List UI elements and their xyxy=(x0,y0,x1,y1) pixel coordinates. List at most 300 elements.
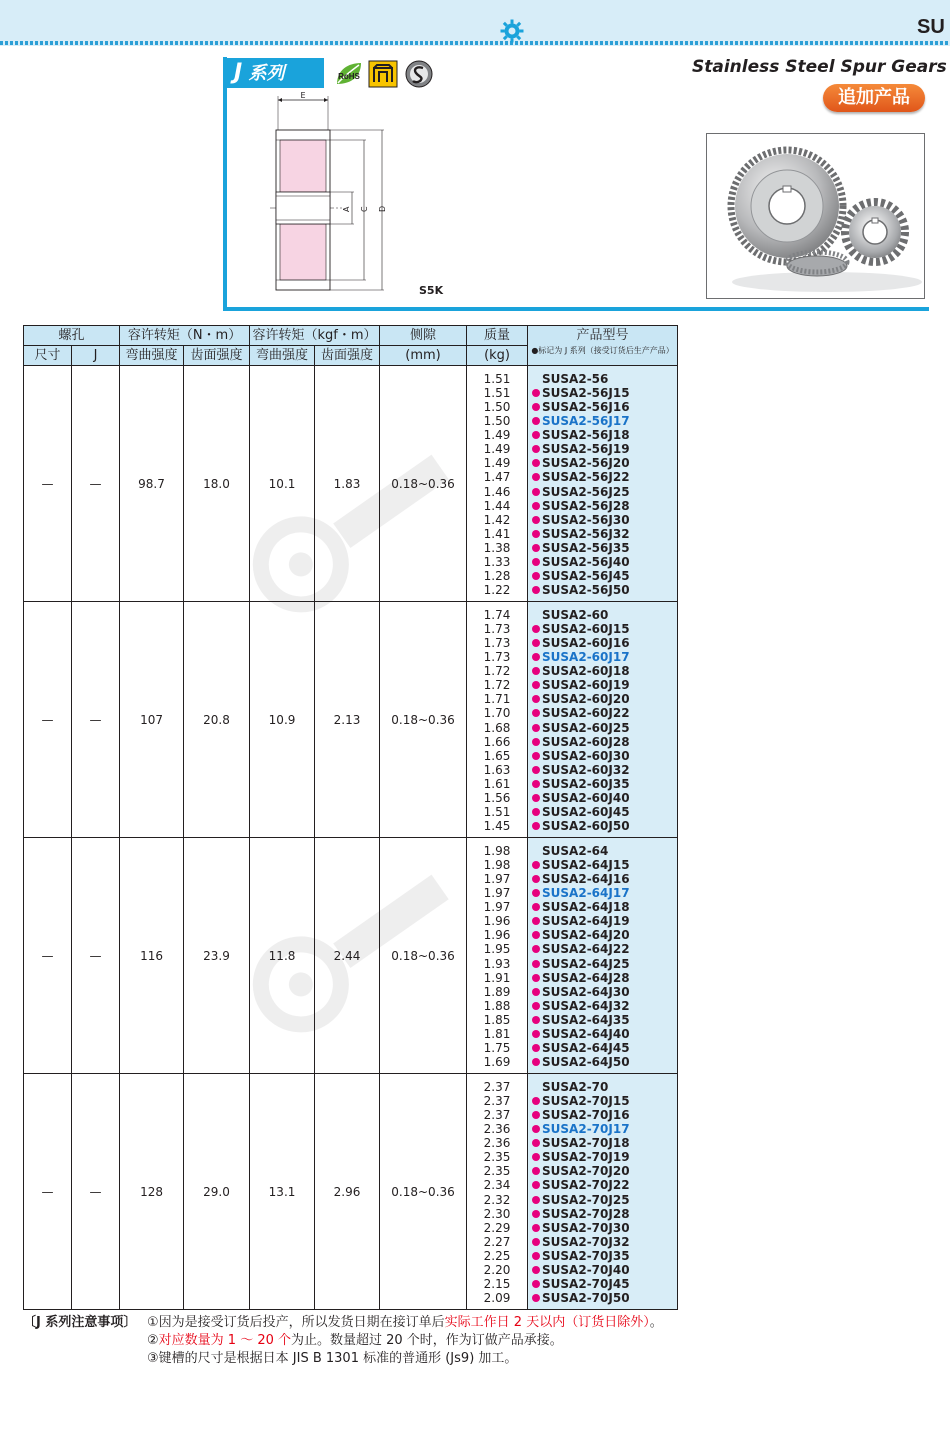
j-series-letter: J xyxy=(234,60,243,85)
header-torque-kgf: 容许转矩（kgf・m） xyxy=(250,326,380,346)
model-number xyxy=(528,749,677,763)
weight-value: 1.89 xyxy=(483,984,511,999)
table-row xyxy=(24,838,678,1074)
model-number-text: SUSA2-56J19 xyxy=(542,442,630,457)
j-series-dot-icon xyxy=(532,389,540,397)
cell-nm-surface: 23.9 xyxy=(184,838,250,1074)
gear-dimension-drawing xyxy=(262,88,402,298)
model-number xyxy=(528,428,677,442)
j-series-dot-icon xyxy=(532,875,540,883)
cell-nm-bending: 128 xyxy=(120,1074,184,1310)
note-1-red: 实际工作日 2 天以内（订货日除外） xyxy=(444,1315,650,1330)
model-number xyxy=(528,1164,677,1178)
model-number xyxy=(528,735,677,749)
j-series-dot-icon xyxy=(532,1167,540,1175)
weight-value: 1.85 xyxy=(483,1013,511,1027)
weight-value: 1.50 xyxy=(483,413,511,428)
cell-hole-size: — xyxy=(24,366,72,602)
weight-value: 2.20 xyxy=(483,1263,511,1278)
cell-weights xyxy=(467,838,528,1074)
product-photo xyxy=(706,133,925,299)
model-number-text: SUSA2-64J17 xyxy=(542,885,630,900)
weight-value: 1.45 xyxy=(483,819,511,834)
weight-value: 1.49 xyxy=(483,456,511,471)
model-number-text: SUSA2-56J20 xyxy=(542,456,630,471)
weight-value: 1.72 xyxy=(483,664,511,678)
cell-backlash: 0.18~0.36 xyxy=(380,838,467,1074)
model-number xyxy=(528,1041,677,1055)
model-number-text: SUSA2-70 xyxy=(542,1079,609,1094)
weight-value: 2.36 xyxy=(483,1121,511,1136)
j-series-dot-icon xyxy=(532,558,540,566)
model-number xyxy=(528,386,677,400)
weight-value: 1.72 xyxy=(483,678,511,693)
cell-nm-surface: 29.0 xyxy=(184,1074,250,1310)
note-2-red: 对应数量为 1 ～ 20 个 xyxy=(158,1333,291,1348)
cell-hole-j: — xyxy=(72,1074,120,1310)
j-series-dot-icon xyxy=(532,530,540,538)
j-series-dot-icon xyxy=(532,988,540,996)
spec-table xyxy=(23,325,678,1310)
model-number xyxy=(528,372,677,386)
model-number xyxy=(528,900,677,914)
j-series-dot-icon xyxy=(532,917,540,925)
j-series-dot-icon xyxy=(532,1294,540,1302)
weight-value: 1.95 xyxy=(483,942,511,957)
model-number xyxy=(528,555,677,569)
j-series-dot-icon xyxy=(532,794,540,802)
header-model-label: 产品型号 xyxy=(576,328,629,343)
cell-kgf-surface: 2.44 xyxy=(315,838,380,1074)
cell-kgf-bending: 13.1 xyxy=(250,1074,315,1310)
model-number-text: SUSA2-70J35 xyxy=(542,1249,630,1263)
note-2-text: 为止。数量超过 20 个时，作为订做产品承接。 xyxy=(291,1333,563,1348)
j-series-dot-icon xyxy=(532,667,540,675)
dim-c-label: C xyxy=(360,206,369,212)
header-kgf-bending: 弯曲强度 xyxy=(250,346,315,366)
cell-nm-surface: 20.8 xyxy=(184,602,250,838)
weight-value: 1.28 xyxy=(483,569,511,584)
model-number xyxy=(528,1080,677,1094)
model-number-text: SUSA2-56J18 xyxy=(542,428,630,442)
model-number xyxy=(528,583,677,597)
weight-value: 1.49 xyxy=(483,428,511,442)
model-number-text: SUSA2-60J40 xyxy=(542,791,630,806)
model-number-text: SUSA2-64J30 xyxy=(542,984,630,999)
j-series-dot-icon xyxy=(532,1016,540,1024)
j-series-dot-icon xyxy=(532,695,540,703)
model-number xyxy=(528,791,677,805)
weight-value: 2.15 xyxy=(483,1277,511,1292)
model-number xyxy=(528,636,677,650)
model-number xyxy=(528,777,677,791)
dim-d-label: D xyxy=(378,205,387,212)
j-series-dot-icon xyxy=(532,709,540,717)
model-number xyxy=(528,1178,677,1192)
weight-value: 1.73 xyxy=(483,621,511,636)
cell-kgf-bending: 11.8 xyxy=(250,838,315,1074)
model-number-text: SUSA2-56J30 xyxy=(542,512,630,527)
model-number xyxy=(528,456,677,470)
model-number-text: SUSA2-70J22 xyxy=(542,1178,630,1193)
spur-gears-image xyxy=(707,134,924,298)
model-number-text: SUSA2-56J17 xyxy=(542,413,630,428)
weight-value: 1.74 xyxy=(483,607,511,622)
note-1-text: ①因为是接受订货后投产，所以发货日期在接订单后 xyxy=(147,1315,445,1330)
model-number xyxy=(528,414,677,428)
j-series-dot-icon xyxy=(532,1139,540,1147)
model-number xyxy=(528,706,677,720)
model-number xyxy=(528,569,677,583)
cell-hole-size: — xyxy=(24,1074,72,1310)
weight-value: 1.69 xyxy=(483,1055,511,1070)
j-series-dot-icon xyxy=(532,1266,540,1274)
model-number xyxy=(528,985,677,999)
model-number-text: SUSA2-64 xyxy=(542,843,609,858)
header-hole: 螺孔 xyxy=(24,326,120,346)
j-series-dot-icon xyxy=(532,653,540,661)
model-number-text: SUSA2-60 xyxy=(542,607,609,622)
weight-value: 1.93 xyxy=(483,956,511,971)
j-series-dot-icon xyxy=(532,544,540,552)
model-number xyxy=(528,622,677,636)
weight-value: 1.68 xyxy=(483,720,511,735)
model-number-text: SUSA2-60J50 xyxy=(542,819,630,834)
j-series-dot-icon xyxy=(532,1196,540,1204)
rohs-label: RoHS xyxy=(338,72,360,81)
j-series-dot-icon xyxy=(532,1210,540,1218)
weight-value: 1.98 xyxy=(483,857,511,872)
cell-hole-j: — xyxy=(72,366,120,602)
j-series-dot-icon xyxy=(532,738,540,746)
model-number-text: SUSA2-60J18 xyxy=(542,664,630,678)
weight-value: 1.75 xyxy=(483,1041,511,1056)
model-number xyxy=(528,664,677,678)
model-number xyxy=(528,999,677,1013)
weight-value: 1.42 xyxy=(483,512,511,527)
weight-value: 1.22 xyxy=(483,583,511,598)
table-row xyxy=(24,602,678,838)
j-series-dot-icon xyxy=(532,766,540,774)
cell-hole-size: — xyxy=(24,838,72,1074)
j-series-dot-icon xyxy=(532,1097,540,1105)
j-series-dot-icon xyxy=(532,1044,540,1052)
new-product-badge: 追加产品 xyxy=(823,84,925,112)
model-number-text: SUSA2-56 xyxy=(542,371,609,386)
model-number xyxy=(528,721,677,735)
j-series-dot-icon xyxy=(532,1058,540,1066)
model-number xyxy=(528,942,677,956)
note-1 xyxy=(147,1314,663,1332)
j-series-dot-icon xyxy=(532,502,540,510)
model-number-text: SUSA2-70J17 xyxy=(542,1121,630,1136)
j-series-dot-icon xyxy=(532,889,540,897)
model-number xyxy=(528,692,677,706)
cell-hole-j: — xyxy=(72,602,120,838)
model-number-text: SUSA2-64J50 xyxy=(542,1055,630,1070)
model-number xyxy=(528,1291,677,1305)
clean-room-icon xyxy=(368,60,398,88)
model-number-text: SUSA2-56J45 xyxy=(542,569,630,584)
model-number xyxy=(528,499,677,513)
header-backlash: 侧隙 xyxy=(380,326,467,346)
weight-value: 1.56 xyxy=(483,791,511,806)
notes-heading: 〔J 系列注意事项〕 xyxy=(23,1315,137,1330)
j-series-dot-icon xyxy=(532,1125,540,1133)
j-series-dot-icon xyxy=(532,403,540,411)
model-number-text: SUSA2-60J30 xyxy=(542,748,630,763)
weight-value: 2.37 xyxy=(483,1093,511,1108)
j-series-dot-icon xyxy=(532,945,540,953)
model-number xyxy=(528,650,677,664)
j-series-badge xyxy=(226,58,324,88)
model-number-text: SUSA2-64J19 xyxy=(542,914,630,929)
top-band-rule xyxy=(0,41,950,45)
header-nm-surface: 齿面强度 xyxy=(184,346,250,366)
model-number-text: SUSA2-64J15 xyxy=(542,857,630,872)
model-number-text: SUSA2-64J16 xyxy=(542,871,630,886)
model-number xyxy=(528,763,677,777)
weight-value: 2.35 xyxy=(483,1164,511,1179)
model-number-text: SUSA2-60J45 xyxy=(542,805,630,820)
weight-value: 1.96 xyxy=(483,914,511,929)
weight-value: 1.73 xyxy=(483,635,511,650)
weight-value: 1.97 xyxy=(483,871,511,886)
j-series-dot-icon xyxy=(532,1111,540,1119)
model-number-text: SUSA2-60J16 xyxy=(542,635,630,650)
weight-value: 1.81 xyxy=(483,1027,511,1042)
model-number xyxy=(528,1235,677,1249)
cell-weights xyxy=(467,1074,528,1310)
cell-kgf-surface: 1.83 xyxy=(315,366,380,602)
model-number-text: SUSA2-64J18 xyxy=(542,900,630,914)
j-series-dot-icon xyxy=(532,724,540,732)
model-number xyxy=(528,1027,677,1041)
weight-value: 1.71 xyxy=(483,692,511,707)
weight-value: 2.36 xyxy=(483,1136,511,1150)
model-number xyxy=(528,541,677,555)
j-series-dot-icon xyxy=(532,861,540,869)
j-series-dot-icon xyxy=(532,1030,540,1038)
weight-value: 1.51 xyxy=(483,385,511,400)
model-number-text: SUSA2-64J45 xyxy=(542,1041,630,1056)
model-number-text: SUSA2-56J25 xyxy=(542,484,630,499)
weight-value: 1.63 xyxy=(483,762,511,777)
spec-table-body xyxy=(24,366,678,1310)
model-number xyxy=(528,819,677,833)
weight-value: 1.91 xyxy=(483,970,511,985)
model-number xyxy=(528,928,677,942)
j-series-dot-icon xyxy=(532,1252,540,1260)
model-number-text: SUSA2-70J50 xyxy=(542,1291,630,1306)
series-code: SU xyxy=(917,16,945,38)
model-number-text: SUSA2-60J28 xyxy=(542,734,630,749)
weight-value: 2.37 xyxy=(483,1107,511,1122)
model-number-text: SUSA2-70J30 xyxy=(542,1220,630,1235)
model-number-text: SUSA2-60J32 xyxy=(542,762,630,777)
weight-value: 1.51 xyxy=(483,805,511,820)
model-number xyxy=(528,1207,677,1221)
weight-value: 1.50 xyxy=(483,399,511,414)
note-1-end: 。 xyxy=(649,1315,663,1330)
header-model-note: ●标记为 J 系列（接受订货后生产产品） xyxy=(531,346,674,355)
cell-kgf-surface: 2.96 xyxy=(315,1074,380,1310)
cell-kgf-surface: 2.13 xyxy=(315,602,380,838)
stainless-sus-icon xyxy=(404,60,436,88)
model-number-text: SUSA2-56J28 xyxy=(542,498,630,513)
model-number-text: SUSA2-64J20 xyxy=(542,928,630,943)
weight-value: 2.27 xyxy=(483,1234,511,1249)
model-number xyxy=(528,844,677,858)
top-band xyxy=(0,0,950,46)
j-series-dot-icon xyxy=(532,445,540,453)
weight-value: 1.41 xyxy=(483,526,511,541)
cell-hole-j: — xyxy=(72,838,120,1074)
weight-value: 2.25 xyxy=(483,1249,511,1263)
j-series-dot-icon xyxy=(532,681,540,689)
model-number-text: SUSA2-64J28 xyxy=(542,970,630,985)
model-number xyxy=(528,1263,677,1277)
j-series-dot-icon xyxy=(532,974,540,982)
note-2-num: ② xyxy=(147,1333,159,1348)
header-model xyxy=(528,326,678,366)
model-number xyxy=(528,1221,677,1235)
j-series-dot-icon xyxy=(532,516,540,524)
header-mass: 质量 xyxy=(467,326,528,346)
j-series-dot-icon xyxy=(532,488,540,496)
j-series-dot-icon xyxy=(532,586,540,594)
header-backlash-unit: (mm) xyxy=(380,346,467,366)
model-number-text: SUSA2-64J35 xyxy=(542,1013,630,1027)
model-number-text: SUSA2-70J19 xyxy=(542,1150,630,1165)
weight-value: 1.66 xyxy=(483,734,511,749)
weight-value: 1.33 xyxy=(483,555,511,570)
header-hole-j: J xyxy=(72,346,120,366)
weight-value: 2.34 xyxy=(483,1178,511,1193)
table-row xyxy=(24,1074,678,1310)
cell-backlash: 0.18~0.36 xyxy=(380,602,467,838)
model-number xyxy=(528,470,677,484)
rohs-icon xyxy=(334,60,364,88)
model-number xyxy=(528,1122,677,1136)
weight-value: 1.49 xyxy=(483,442,511,457)
cell-nm-bending: 116 xyxy=(120,838,184,1074)
model-number xyxy=(528,400,677,414)
cell-models xyxy=(528,1074,678,1310)
model-number-text: SUSA2-70J45 xyxy=(542,1277,630,1292)
model-number-text: SUSA2-60J15 xyxy=(542,621,630,636)
model-number-text: SUSA2-56J15 xyxy=(542,385,630,400)
model-number xyxy=(528,886,677,900)
weight-value: 1.96 xyxy=(483,928,511,943)
j-series-dot-icon xyxy=(532,960,540,968)
j-series-dot-icon xyxy=(532,1224,540,1232)
j-series-dot-icon xyxy=(532,473,540,481)
j-series-dot-icon xyxy=(532,1153,540,1161)
cell-kgf-bending: 10.9 xyxy=(250,602,315,838)
j-series-dot-icon xyxy=(532,1181,540,1189)
model-number-text: SUSA2-56J35 xyxy=(542,541,630,555)
weight-value: 2.09 xyxy=(483,1291,511,1306)
weight-value: 1.88 xyxy=(483,998,511,1013)
model-number-text: SUSA2-56J50 xyxy=(542,583,630,598)
j-series-dot-icon xyxy=(532,639,540,647)
note-3: ③键槽的尺寸是根据日本 JIS B 1301 标准的普通形 (Js9) 加工。 xyxy=(147,1351,518,1366)
model-number xyxy=(528,805,677,819)
model-number xyxy=(528,1193,677,1207)
model-number xyxy=(528,957,677,971)
j-series-dot-icon xyxy=(532,459,540,467)
weight-value: 2.30 xyxy=(483,1206,511,1221)
j-series-dot-icon xyxy=(532,625,540,633)
header-nm-bending: 弯曲强度 xyxy=(120,346,184,366)
j-series-dot-icon xyxy=(532,931,540,939)
weight-value: 1.70 xyxy=(483,706,511,721)
model-number-text: SUSA2-60J35 xyxy=(542,777,630,791)
model-number-text: SUSA2-70J16 xyxy=(542,1107,630,1122)
model-number xyxy=(528,971,677,985)
dim-a-label: A xyxy=(342,206,351,212)
model-number xyxy=(528,1108,677,1122)
model-number-text: SUSA2-60J20 xyxy=(542,692,630,707)
weight-value: 1.44 xyxy=(483,498,511,513)
cell-models xyxy=(528,838,678,1074)
model-number xyxy=(528,442,677,456)
model-number xyxy=(528,1013,677,1027)
cell-backlash: 0.18~0.36 xyxy=(380,1074,467,1310)
weight-value: 1.97 xyxy=(483,900,511,914)
model-number xyxy=(528,513,677,527)
model-number-text: SUSA2-60J22 xyxy=(542,706,630,721)
model-number-text: SUSA2-70J40 xyxy=(542,1263,630,1278)
weight-value: 1.73 xyxy=(483,649,511,664)
weight-value: 1.97 xyxy=(483,885,511,900)
model-number xyxy=(528,1094,677,1108)
drawing-label: S5K xyxy=(419,284,444,297)
weight-value: 1.51 xyxy=(483,371,511,386)
model-number-text: SUSA2-56J22 xyxy=(542,470,630,485)
model-number-text: SUSA2-56J40 xyxy=(542,555,630,570)
cell-weights xyxy=(467,602,528,838)
model-number xyxy=(528,872,677,886)
model-number-text: SUSA2-70J28 xyxy=(542,1206,630,1221)
weight-value: 2.35 xyxy=(483,1150,511,1165)
model-number-text: SUSA2-70J32 xyxy=(542,1234,630,1249)
j-series-dot-icon xyxy=(532,572,540,580)
j-series-text: 系列 xyxy=(248,63,285,84)
weight-value: 1.65 xyxy=(483,748,511,763)
model-number xyxy=(528,1150,677,1164)
cell-models xyxy=(528,366,678,602)
weight-value: 1.38 xyxy=(483,541,511,555)
model-number-text: SUSA2-70J18 xyxy=(542,1136,630,1150)
model-number-text: SUSA2-56J32 xyxy=(542,526,630,541)
weight-value: 2.37 xyxy=(483,1079,511,1094)
j-series-dot-icon xyxy=(532,808,540,816)
model-number-text: SUSA2-64J32 xyxy=(542,998,630,1013)
model-number xyxy=(528,485,677,499)
model-number-text: SUSA2-64J22 xyxy=(542,942,630,957)
header-hole-size: 尺寸 xyxy=(24,346,72,366)
model-number-text: SUSA2-60J17 xyxy=(542,649,630,664)
j-series-dot-icon xyxy=(532,780,540,788)
model-number-text: SUSA2-70J25 xyxy=(542,1192,630,1207)
note-2 xyxy=(147,1332,563,1350)
j-series-dot-icon xyxy=(532,417,540,425)
model-number xyxy=(528,858,677,872)
header-torque-nm: 容许转矩（N・m） xyxy=(120,326,250,346)
model-number xyxy=(528,1249,677,1263)
